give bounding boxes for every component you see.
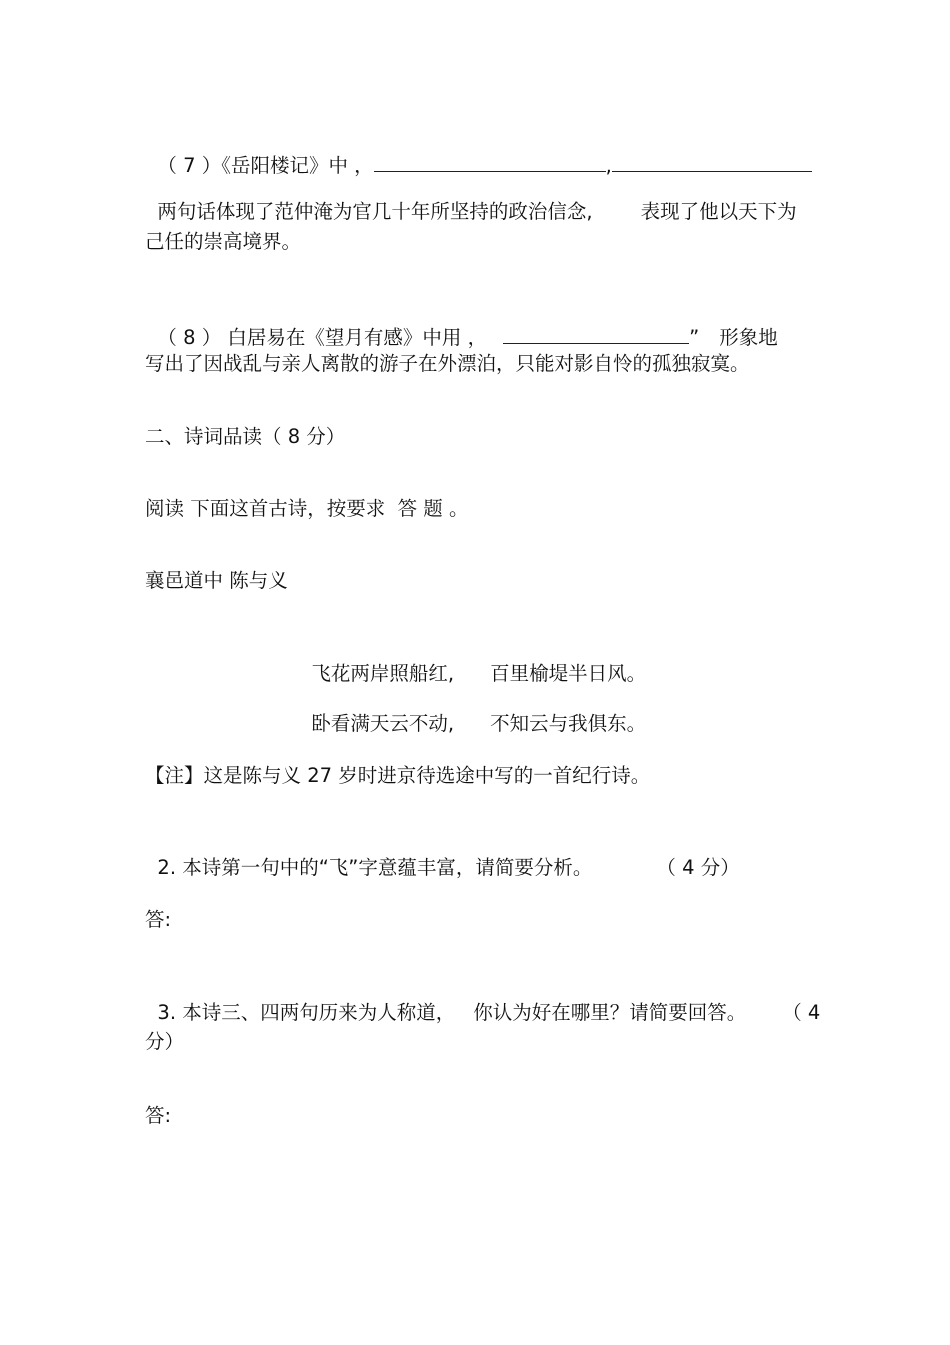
q7-comma: , xyxy=(605,153,612,177)
section2-title: 二、诗词品读（ 8 分） xyxy=(145,425,346,448)
q8-blank[interactable] xyxy=(503,325,689,344)
poem-line-2-b: 不知云与我俱东。 xyxy=(490,711,647,735)
q8-line1 xyxy=(145,305,778,347)
section2-instruction: 阅读 下面这首古诗，按要求 答 题 。 xyxy=(145,497,469,520)
q7-blank-2[interactable] xyxy=(612,153,812,172)
poem-note: 【注】这是陈与义 27 岁时进京待选途中写的一首纪行诗。 xyxy=(145,764,651,787)
poem-line-2 xyxy=(299,694,646,733)
q8-prefix: （ 8 ） 白居易在《望月有感》中用 ， xyxy=(157,325,488,349)
poem-line-2-a: 卧看满天云不动, xyxy=(311,711,455,735)
q7-blank-1[interactable] xyxy=(374,153,606,172)
q2-text: 2. 本诗第一句中的“飞”字意蕴丰富，请简要分析。 xyxy=(157,855,593,879)
q7-line2-b: 表现了他以天下为 xyxy=(640,199,797,223)
q2-points: （ 4 分） xyxy=(656,855,740,879)
q8-quote: ” xyxy=(689,325,700,349)
q7-line1 xyxy=(145,133,812,175)
q3-line1 xyxy=(145,983,820,1022)
q7-prefix: （ 7 ）《岳阳楼记》中 ， xyxy=(157,153,374,177)
poem-line-1 xyxy=(299,644,646,683)
q7-line3: 己任的崇高境界。 xyxy=(145,230,302,253)
q2-answer-label: 答: xyxy=(145,908,172,931)
q3-points-b: 分） xyxy=(145,1030,185,1053)
q8-after: 形象地 xyxy=(719,325,778,349)
q7-line2 xyxy=(145,182,797,221)
poem-line-1-a: 飞花两岸照船红, xyxy=(311,661,455,685)
poem-line-1-b: 百里榆堤半日风。 xyxy=(490,661,647,685)
q8-line2: 写出了因战乱与亲人离散的游子在外漂泊，只能对影自怜的孤独寂寞。 xyxy=(145,352,750,375)
poem-title: 襄邑道中 陈与义 xyxy=(145,569,288,592)
q3-points-a: （ 4 xyxy=(782,1000,821,1024)
q3-text-a: 3. 本诗三、四两句历来为人称道， xyxy=(157,1000,456,1024)
q2-line xyxy=(145,838,740,877)
q7-line2-a: 两句话体现了范仲淹为官几十年所坚持的政治信念, xyxy=(157,199,593,223)
q3-text-b: 你认为好在哪里？请简要回答。 xyxy=(473,1000,747,1024)
q3-answer-label: 答: xyxy=(145,1104,172,1127)
